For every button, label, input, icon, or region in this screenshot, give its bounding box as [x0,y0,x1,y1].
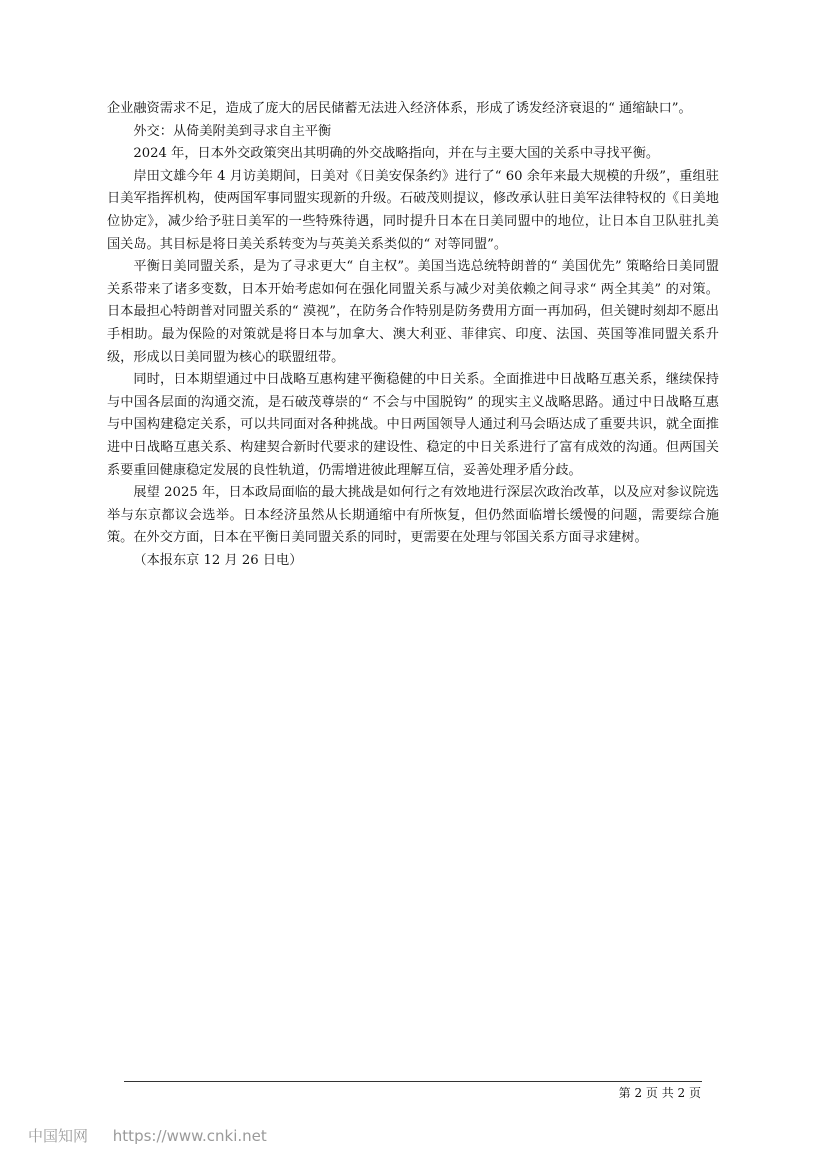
watermark-url: https://www.cnki.net [112,1127,267,1145]
dateline: （本报东京 12 月 26 日电） [133,552,303,568]
cnki-watermark [28,1126,267,1146]
article-paragraph: 展望 2025 年，日本政局面临的最大挑战是如何行之有效地进行深层次政治改革，以及应对参议院选举与东京都议会选举。日本经济虽然从长期通缩中有所恢复，但仍然面临增长缓慢的问题，需要综合施策。在外交方面，日本在平衡日美同盟关系的同时，更需要在处理与邻国关系方面寻求建树。 [107,485,719,546]
article-paragraph: 岸田文雄今年 4 月访美期间，日美对《日美安保条约》进行了“ 60 余年来最大规模的升级”，重组驻日美军指挥机构，使两国军事同盟实现新的升级。石破茂则提议，修改承认驻日美军法律特权的《日美地位协定》，减少给予驻日美军的一些特殊待遇，同时提升日本在日美同盟中的地位，让日本自卫队驻扎美国关岛。其目标是将日美关系转变为与英美关系类似的“ 对等同盟”。 [107,168,719,252]
footer-divider [124,1081,702,1082]
article-paragraph: 2024 年，日本外交政策突出其明确的外交战略指向，并在与主要大国的关系中寻找平衡。 [133,146,660,162]
article-body [107,98,719,572]
article-paragraph: 平衡日美同盟关系，是为了寻求更大“ 自主权”。美国当选总统特朗普的“ 美国优先” 策略给日美同盟关系带来了诸多变数，日本开始考虑如何在强化同盟关系与减少对美依赖之间寻求“ 两全其美” 的对策。日本最担心特朗普对同盟关系的“ 漠视”，在防务合作特别是防务费用方面一再加码，但关键时刻却不愿出手相助。最为保险的对策就是将日本与加拿大、澳大利亚、菲律宾、印度、法国、英国等准同盟关系升级，形成以日美同盟为核心的联盟纽带。 [107,259,719,365]
article-paragraph: 同时，日本期望通过中日战略互惠构建平衡稳健的中日关系。全面推进中日战略互惠关系，继续保持与中国各层面的沟通交流，是石破茂尊崇的“ 不会与中国脱钩” 的现实主义战略思路。通过中日战略互惠与中国构建稳定关系，可以共同面对各种挑战。中日两国领导人通过利马会晤达成了重要共识，就全面推进中日战略互惠关系、构建契合新时代要求的建设性、稳定的中日关系进行了富有成效的沟通。但两国关系要重回健康稳定发展的良性轨道，仍需增进彼此理解互信，妥善处理矛盾分歧。 [107,372,719,478]
article-paragraph-continuation: 企业融资需求不足，造成了庞大的居民储蓄无法进入经济体系，形成了诱发经济衰退的“ 通缩缺口”。 [107,101,692,116]
watermark-brand: 中国知网 [28,1127,89,1145]
section-heading-diplomacy: 外交：从倚美附美到寻求自主平衡 [133,123,332,139]
page-number: 第 2 页 共 2 页 [618,1086,701,1100]
